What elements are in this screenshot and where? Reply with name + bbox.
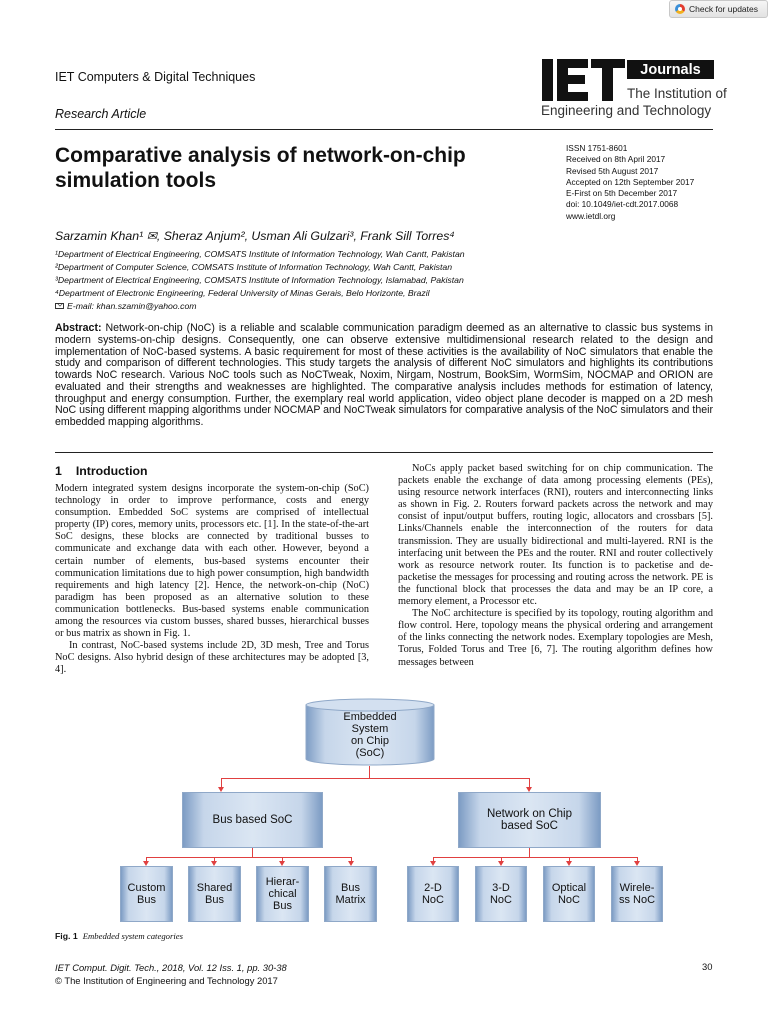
article-title: Comparative analysis of network-on-chip simulation tools	[55, 144, 466, 192]
custom-bus-line-1: Custom	[127, 882, 166, 894]
hierarchical-bus-line-2: chical	[268, 888, 297, 900]
3d-noc-line-1: 3-D	[492, 882, 510, 894]
custom-bus-line-2: Bus	[137, 894, 156, 906]
wireless-noc-node	[611, 866, 663, 922]
abstract	[55, 323, 713, 429]
root-line-3: on Chip	[351, 735, 389, 747]
optical-noc-line-1: Optical	[551, 882, 587, 894]
abstract-text: Network-on-chip (NoC) is a reliable and scalable communication paradigm deemed as an alternative to classic bus systems in modern systems-on-chip designs. Consequently, one can observe extensive multidimensional research related to the design and implementation of NoC-based systems. A basic requirement for most of these activities is the availability of NoC simulators that enable the study and comparison of different technologies. This study targets the analysis of different NoC simulators and highlights its contributions towards NoC research. Various NoC tools such as NoCTweak, Noxim, Nirgam, Nostrum, BookSim, WormSim, NOCMAP and ORION are evaluated and their strengths and weaknesses are highlighted. The comparative analysis includes methods for estimation of latency, throughput and energy consumption. Further, the exemplary real world application, video object plane decoder is mapped on a 2D mesh NoC using different mapping algorithms under NOCMAP and NoCTweak simulators for comparative analysis of the NoC simulators and their embedded mapping algorithms.	[55, 322, 713, 428]
2d-noc-line-2: NoC	[421, 894, 444, 906]
shared-bus-node	[188, 866, 241, 922]
bus-matrix-node	[324, 866, 377, 922]
noc-based-soc-node	[458, 792, 601, 848]
received-date: Received on 8th April 2017	[566, 154, 666, 165]
affiliation-3: ³Department of Electrical Engineering, COMSATS Institute of Information Technology, Islamabad, Pakistan	[55, 275, 464, 285]
root-line-1: Embedded	[343, 711, 397, 723]
page-number: 30	[702, 961, 713, 972]
revised-date: Revised 5th August 2017	[566, 165, 659, 176]
right-column	[398, 463, 713, 669]
figure-caption	[55, 931, 183, 941]
hierarchical-bus-line-3: Bus	[273, 900, 292, 912]
article-meta	[566, 143, 694, 222]
connector-branch-bar	[221, 778, 529, 779]
footer-citation: IET Comput. Digit. Tech., 2018, Vol. 12 Iss. 1, pp. 30-38	[55, 962, 287, 973]
3d-noc-line-2: NoC	[489, 894, 512, 906]
iet-logo	[541, 58, 727, 122]
issn: ISSN 1751-8601	[566, 143, 628, 153]
footer-copyright: © The Institution of Engineering and Technology 2017	[55, 975, 278, 986]
custom-bus-node	[120, 866, 173, 922]
hierarchical-bus-line-1: Hierar-	[265, 876, 300, 888]
root-line-4: (SoC)	[355, 747, 385, 759]
email-text: E-mail: khan.szamin@yahoo.com	[67, 301, 197, 311]
figure-caption-label: Fig. 1	[55, 931, 78, 941]
left-paragraph-2: In contrast, NoC-based systems include 2D, 3D mesh, Tree and Torus NoC designs. Also hybrid design of these architectures may be adopted [3, 4].	[55, 640, 369, 676]
bus-based-soc-node: Bus based SoC	[182, 792, 323, 848]
section-heading	[55, 464, 162, 478]
iet-letters-logo	[541, 58, 627, 102]
journal-name: IET Computers & Digital Techniques	[55, 70, 256, 84]
abstract-rule	[55, 452, 713, 453]
footer-citation-block	[55, 961, 287, 987]
wireless-noc-line-1: Wirele-	[619, 882, 655, 894]
optical-noc-line-2: NoC	[557, 894, 580, 906]
doi[interactable]: doi: 10.1049/iet-cdt.2017.0068	[566, 199, 679, 210]
left-paragraph-1: Modern integrated system designs incorporate the system-on-chip (SoC) technology in order to improve performance, costs and energy consumption. Embedded SoC systems are comprised of intellectual property (IP) cores, memory units, processors etc. [1]. In the state-of-the-art SoC designs, these blocks are connected by traditional busses to communicate and exchange data with each other. However, beyond a certain number of elements, bus-based systems encounter their communication limitations due to high power consumption, high bandwidth requirements and high latency [2]. Hence, the network-on-chip (NoC) paradigm has been proposed as an alternative solution to these communication bottlenecks. Bus-based systems enable communication among the resources via custom busses, shared busses, hierarchical busses or bus matrix as shown in Fig. 1.	[55, 483, 369, 640]
figure-caption-text: Embedded system categories	[82, 931, 184, 941]
hierarchical-bus-node	[256, 866, 309, 922]
update-icon	[675, 4, 685, 14]
bus-matrix-line-1: Bus	[341, 882, 360, 894]
right-paragraph-2: The NoC architecture is specified by its topology, routing algorithm and flow control. Here, topology means the physical ordering and arrangement of the links connecting the network nodes. Exemplary topologies are Mesh, Torus, Folded Torus and Tree [6, 7]. The routing algorithm defines how messages between	[398, 608, 713, 668]
connector-root	[369, 766, 370, 778]
root-node-label	[305, 711, 435, 759]
check-for-updates-label: Check for updates	[689, 4, 758, 14]
affiliation-2: ²Department of Computer Science, COMSATS Institute of Information Technology, Wah Cantt, Pakistan	[55, 262, 453, 272]
wireless-noc-line-2: ss NoC	[618, 894, 656, 906]
connector-bus-stem	[252, 848, 253, 857]
article-type: Research Article	[55, 107, 147, 121]
affiliation-1: ¹Department of Electrical Engineering, COMSATS Institute of Information Technology, Wah Cantt, Pakistan	[55, 249, 465, 259]
connector-bus-bar	[146, 857, 351, 858]
root-node	[305, 698, 435, 766]
left-column	[55, 483, 369, 677]
figure-1	[118, 698, 658, 928]
section-number: 1	[55, 464, 62, 478]
right-paragraph-1: NoCs apply packet based switching for on chip communication. The packets enable the exchange of data among processing elements (PEs), using resource network interfaces (RNI), routers and interconnecting links as shown in Fig. 2. Routers forward packets across the network and may consist of input/output buffers, routing logic, allocators and crossbars [5]. Links/Channels enable the interconnection of the routers for data transmission. They are usually bidirectional and multi-layered. RNI is the interfacing unit between the PEs and the router. RNI and router collectively work as resource network router. Its function is to packetise and de-packetise the messages for processing and routing across the network. PE is the functional block that processes the data and may be an IP core, a memory element, a Processor etc.	[398, 463, 713, 608]
abstract-label: Abstract:	[55, 322, 102, 334]
author-list: Sarzamin Khan¹ ✉, Sheraz Anjum², Usman Ali Gulzari³, Frank Sill Torres⁴	[55, 229, 455, 243]
connector-noc-stem	[529, 848, 530, 857]
envelope-icon	[55, 303, 64, 309]
efirst-date: E-First on 5th December 2017	[566, 188, 678, 199]
shared-bus-line-1: Shared	[196, 882, 233, 894]
section-title: Introduction	[75, 464, 148, 478]
noc-based-line-2: based SoC	[501, 820, 558, 832]
noc-based-line-1: Network on Chip	[486, 808, 572, 820]
2d-noc-node	[407, 866, 459, 922]
institution-line-2: Engineering and Technology	[541, 103, 712, 118]
bus-matrix-line-2: Matrix	[335, 894, 366, 906]
2d-noc-line-1: 2-D	[424, 882, 442, 894]
website-link[interactable]: www.ietdl.org	[566, 210, 616, 221]
optical-noc-node	[543, 866, 595, 922]
3d-noc-node	[475, 866, 527, 922]
check-for-updates-button[interactable]	[669, 0, 768, 18]
accepted-date: Accepted on 12th September 2017	[566, 176, 695, 187]
journals-label: Journals	[627, 60, 714, 79]
shared-bus-line-2: Bus	[205, 894, 224, 906]
connector-noc-bar	[433, 857, 637, 858]
root-line-2: System	[351, 723, 389, 735]
institution-line-1: The Institution of	[627, 86, 727, 101]
corresponding-email[interactable]	[55, 301, 197, 311]
affiliation-4: ⁴Department of Electronic Engineering, Federal University of Minas Gerais, Belo Horizonte, Brazil	[55, 288, 430, 298]
header-rule	[55, 129, 713, 130]
